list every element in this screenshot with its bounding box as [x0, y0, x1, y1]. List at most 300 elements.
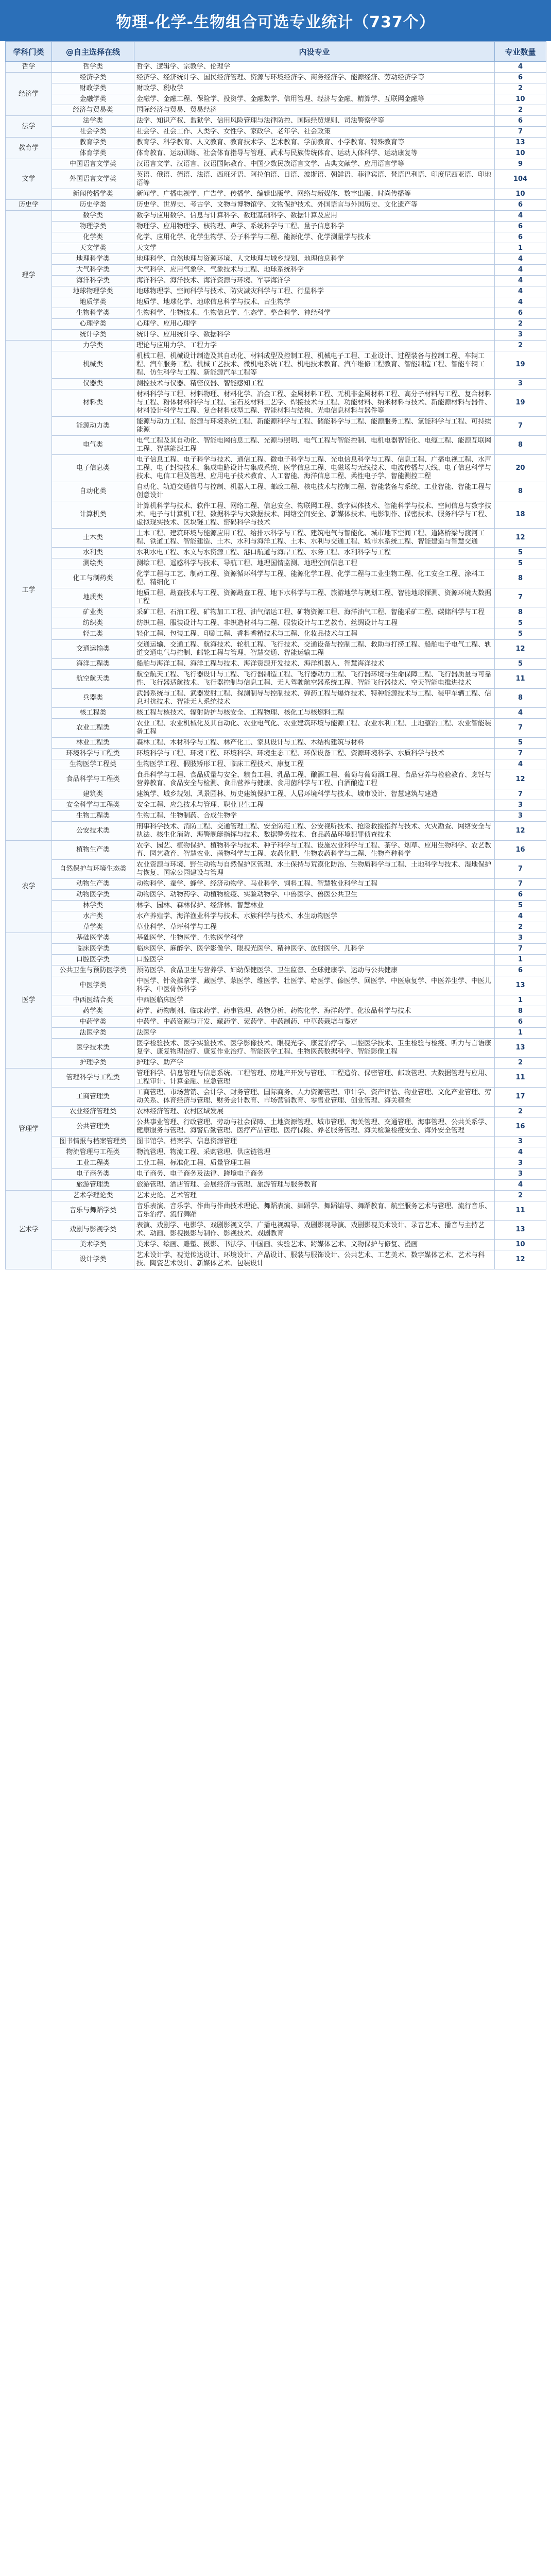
count-cell: 13 — [495, 138, 546, 148]
subcategory-cell: 统计学类 — [52, 330, 134, 341]
subcategory-cell: 美术学类 — [52, 1240, 134, 1250]
table-row — [6, 148, 546, 159]
count-cell: 4 — [495, 254, 546, 265]
majors-cell: 心理学、应用心理学 — [134, 319, 495, 330]
majors-cell: 生物工程、生物制药、合成生物学 — [134, 811, 495, 822]
table-row — [6, 1107, 546, 1117]
majors-cell: 金融学、金融工程、保险学、投资学、金融数学、信用管理、经济与金融、精算学、互联网金融等 — [134, 94, 495, 105]
subcategory-cell: 农业经济管理类 — [52, 1107, 134, 1117]
table-row — [6, 822, 546, 841]
subcategory-cell: 医学技术类 — [52, 1039, 134, 1058]
table-row — [6, 1017, 546, 1028]
subcategory-cell: 大气科学类 — [52, 265, 134, 276]
count-cell: 3 — [495, 379, 546, 389]
count-cell: 4 — [495, 1180, 546, 1191]
category-cell: 文学 — [6, 159, 52, 200]
table-row — [6, 351, 546, 379]
majors-cell: 艺术设计学、视觉传达设计、环境设计、产品设计、服装与服饰设计、公共艺术、工艺美术、数字媒体艺术、艺术与科技、陶瓷艺术设计、新媒体艺术、包装设计 — [134, 1250, 495, 1269]
subcategory-cell: 物流管理与工程类 — [52, 1147, 134, 1158]
table-row — [6, 105, 546, 116]
count-cell: 6 — [495, 73, 546, 83]
subcategory-cell: 电气类 — [52, 436, 134, 455]
majors-cell: 水产养殖学、海洋渔业科学与技术、水族科学与技术、水生动物医学 — [134, 911, 495, 922]
table-row — [6, 708, 546, 719]
count-cell: 7 — [495, 860, 546, 879]
majors-cell: 药学、药物制剂、临床药学、药事管理、药物分析、药物化学、海洋药学、化妆品科学与技术 — [134, 1006, 495, 1017]
count-cell: 8 — [495, 1006, 546, 1017]
subcategory-cell: 纺织类 — [52, 618, 134, 629]
table-row — [6, 738, 546, 749]
header-majors: 内设专业 — [134, 42, 495, 62]
table-row — [6, 759, 546, 770]
majors-cell: 安全工程、应急技术与管理、职业卫生工程 — [134, 800, 495, 811]
majors-cell: 教育学、科学教育、人文教育、教育技术学、艺术教育、学前教育、小学教育、特殊教育等 — [134, 138, 495, 148]
majors-cell: 地理科学、自然地理与资源环境、人文地理与城乡规划、地理信息科学 — [134, 254, 495, 265]
table-row — [6, 276, 546, 286]
majors-cell: 测控技术与仪器、精密仪器、智能感知工程 — [134, 379, 495, 389]
table-row — [6, 965, 546, 976]
subcategory-cell: 能源动力类 — [52, 417, 134, 436]
subcategory-cell: 生物工程类 — [52, 811, 134, 822]
count-cell: 5 — [495, 558, 546, 569]
count-cell: 7 — [495, 879, 546, 890]
subcategory-cell: 力学类 — [52, 341, 134, 351]
subcategory-cell: 哲学类 — [52, 62, 134, 73]
table-row — [6, 529, 546, 548]
count-cell: 12 — [495, 1250, 546, 1269]
count-cell: 19 — [495, 389, 546, 417]
subcategory-cell: 天文学类 — [52, 243, 134, 254]
table-row — [6, 558, 546, 569]
majors-cell: 能源与动力工程、能源与环境系统工程、新能源科学与工程、储能科学与工程、能源服务工程、氢能科学与工程、可持续能源 — [134, 417, 495, 436]
table-row — [6, 588, 546, 607]
majors-cell: 物理学、应用物理学、核物理、声学、系统科学与工程、量子信息科学 — [134, 222, 495, 232]
subcategory-cell: 动物生产类 — [52, 879, 134, 890]
table-row — [6, 789, 546, 800]
subcategory-cell: 矿业类 — [52, 607, 134, 618]
subcategory-cell: 公共卫生与预防医学类 — [52, 965, 134, 976]
count-cell: 5 — [495, 738, 546, 749]
count-cell: 17 — [495, 1088, 546, 1107]
table-row — [6, 1028, 546, 1039]
subcategory-cell: 动物医学类 — [52, 890, 134, 901]
majors-cell: 护理学、助产学 — [134, 1058, 495, 1069]
table-row — [6, 911, 546, 922]
table-row — [6, 1240, 546, 1250]
subcategory-cell: 教育学类 — [52, 138, 134, 148]
count-cell: 7 — [495, 719, 546, 738]
header-category: 学科门类 — [6, 42, 52, 62]
table-row — [6, 1039, 546, 1058]
subcategory-cell: 化学类 — [52, 232, 134, 243]
table-row — [6, 659, 546, 670]
majors-cell: 基础医学、生物医学、生物医学科学 — [134, 933, 495, 944]
count-cell: 7 — [495, 588, 546, 607]
category-cell: 哲学 — [6, 62, 52, 73]
count-cell: 6 — [495, 965, 546, 976]
majors-cell: 农学、园艺、植物保护、植物科学与技术、种子科学与工程、设施农业科学与工程、茶学、烟草、应用生物科学、农艺教育、园艺教育、智慧农业、菌物科学与工程、农药化肥、生物农药科学与工程、生物育种科学 — [134, 841, 495, 860]
majors-cell: 核工程与核技术、辐射防护与核安全、工程物理、核化工与核燃料工程 — [134, 708, 495, 719]
subcategory-cell: 草学类 — [52, 922, 134, 933]
subcategory-cell: 经济学类 — [52, 73, 134, 83]
majors-cell: 理论与应用力学、工程力学 — [134, 341, 495, 351]
count-cell: 13 — [495, 1221, 546, 1240]
count-cell: 3 — [495, 1158, 546, 1169]
majors-cell: 物流管理、物流工程、采购管理、供应链管理 — [134, 1147, 495, 1158]
majors-cell: 财政学、税收学 — [134, 83, 495, 94]
subcategory-cell: 音乐与舞蹈学类 — [52, 1201, 134, 1221]
count-cell: 6 — [495, 308, 546, 319]
count-cell: 12 — [495, 529, 546, 548]
subcategory-cell: 农业工程类 — [52, 719, 134, 738]
count-cell: 11 — [495, 1069, 546, 1088]
table-row — [6, 860, 546, 879]
majors-cell: 新闻学、广播电视学、广告学、传播学、编辑出版学、网络与新媒体、数字出版、时尚传播等 — [134, 189, 495, 200]
count-cell: 3 — [495, 1169, 546, 1180]
table-row — [6, 607, 546, 618]
table-row — [6, 879, 546, 890]
majors-cell: 机械工程、机械设计制造及其自动化、材料成型及控制工程、机械电子工程、工业设计、过程装备与控制工程、车辆工程、汽车服务工程、机械工艺技术、微机电系统工程、机电技术教育、汽车维修工程教育、智能制造工程、智能车辆工程、仿生科学与工程、新能源汽车工程等 — [134, 351, 495, 379]
count-cell: 6 — [495, 222, 546, 232]
count-cell: 2 — [495, 83, 546, 94]
count-cell: 8 — [495, 689, 546, 708]
count-cell: 5 — [495, 548, 546, 558]
subcategory-cell: 公共管理类 — [52, 1117, 134, 1137]
table-row — [6, 569, 546, 588]
count-cell: 13 — [495, 976, 546, 995]
count-cell: 1 — [495, 955, 546, 965]
majors-cell: 医学检验技术、医学实验技术、医学影像技术、眼视光学、康复治疗学、口腔医学技术、卫生检验与检疫、听力与言语康复学、康复物理治疗、康复作业治疗、智能医学工程、生物医药数据科学、智能影像工程 — [134, 1039, 495, 1058]
count-cell: 12 — [495, 822, 546, 841]
table-row — [6, 1069, 546, 1088]
count-cell: 6 — [495, 890, 546, 901]
subcategory-cell: 自动化类 — [52, 482, 134, 501]
subcategory-cell: 测绘类 — [52, 558, 134, 569]
majors-cell: 电子商务、电子商务及法律、跨境电子商务 — [134, 1169, 495, 1180]
majors-cell: 化学工程与工艺、制药工程、资源循环科学与工程、能源化学工程、化学工程与工业生物工程、化工安全工程、涂料工程、精细化工 — [134, 569, 495, 588]
subcategory-cell: 中医学类 — [52, 976, 134, 995]
majors-cell: 中药学、中药资源与开发、藏药学、蒙药学、中药制药、中草药栽培与鉴定 — [134, 1017, 495, 1028]
subcategory-cell: 水利类 — [52, 548, 134, 558]
table-row — [6, 811, 546, 822]
table-row — [6, 901, 546, 911]
table-row — [6, 243, 546, 254]
count-cell: 6 — [495, 116, 546, 127]
subcategory-cell: 中药学类 — [52, 1017, 134, 1028]
majors-cell: 船舶与海洋工程、海洋工程与技术、海洋资源开发技术、海洋机器人、智慧海洋技术 — [134, 659, 495, 670]
count-cell: 3 — [495, 811, 546, 822]
table-row — [6, 482, 546, 501]
subcategory-cell: 经济与贸易类 — [52, 105, 134, 116]
table-row — [6, 232, 546, 243]
count-cell: 4 — [495, 759, 546, 770]
page-title: 物理-化学-生物组合可选专业统计（737个） — [116, 13, 435, 31]
subcategory-cell: 交通运输类 — [52, 640, 134, 659]
subcategory-cell: 海洋工程类 — [52, 659, 134, 670]
majors-cell: 农业工程、农业机械化及其自动化、农业电气化、农业建筑环境与能源工程、农业水利工程、土地整治工程、农业智能装备工程 — [134, 719, 495, 738]
subcategory-cell: 心理学类 — [52, 319, 134, 330]
majors-cell: 社会学、社会工作、人类学、女性学、家政学、老年学、社会政策 — [134, 127, 495, 138]
subcategory-cell: 轻工类 — [52, 629, 134, 640]
subcategory-cell: 生物医学工程类 — [52, 759, 134, 770]
count-cell: 12 — [495, 770, 546, 789]
count-cell: 6 — [495, 232, 546, 243]
table-row — [6, 944, 546, 955]
subcategory-cell: 数学类 — [52, 211, 134, 222]
subcategory-cell: 中国语言文学类 — [52, 159, 134, 170]
table-row — [6, 62, 546, 73]
subcategory-cell: 航空航天类 — [52, 670, 134, 689]
majors-cell: 工业工程、标准化工程、质量管理工程 — [134, 1158, 495, 1169]
table-row — [6, 1169, 546, 1180]
majors-cell: 水利水电工程、水文与水资源工程、港口航道与海岸工程、水务工程、水利科学与工程 — [134, 548, 495, 558]
count-cell: 4 — [495, 265, 546, 276]
majors-cell: 地质学、地球化学、地球信息科学与技术、古生物学 — [134, 297, 495, 308]
table-row — [6, 749, 546, 759]
subcategory-cell: 物理学类 — [52, 222, 134, 232]
subcategory-cell: 历史学类 — [52, 200, 134, 211]
count-cell: 7 — [495, 127, 546, 138]
majors-cell: 大气科学、应用气象学、气象技术与工程、地球系统科学 — [134, 265, 495, 276]
majors-cell: 环境科学与工程、环境工程、环境科学、环境生态工程、环保设备工程、资源环境科学、水质科学与技术 — [134, 749, 495, 759]
subcategory-cell: 临床医学类 — [52, 944, 134, 955]
count-cell: 6 — [495, 1017, 546, 1028]
category-cell: 管理学 — [6, 1069, 52, 1191]
table-row — [6, 200, 546, 211]
count-cell: 1 — [495, 243, 546, 254]
table-row — [6, 955, 546, 965]
count-cell: 10 — [495, 148, 546, 159]
count-cell: 5 — [495, 618, 546, 629]
table-row — [6, 83, 546, 94]
subcategory-cell: 旅游管理类 — [52, 1180, 134, 1191]
page-title-banner — [0, 0, 551, 41]
subcategory-cell: 机械类 — [52, 351, 134, 379]
majors-cell: 法医学 — [134, 1028, 495, 1039]
subcategory-cell: 公安技术类 — [52, 822, 134, 841]
table-row — [6, 933, 546, 944]
table-row — [6, 308, 546, 319]
majors-cell: 临床医学、麻醉学、医学影像学、眼视光医学、精神医学、放射医学、儿科学 — [134, 944, 495, 955]
count-cell: 5 — [495, 629, 546, 640]
table-row — [6, 417, 546, 436]
subcategory-cell: 环境科学与工程类 — [52, 749, 134, 759]
count-cell: 19 — [495, 351, 546, 379]
majors-cell: 动物科学、蚕学、蜂学、经济动物学、马业科学、饲料工程、智慧牧业科学与工程 — [134, 879, 495, 890]
subcategory-cell: 生物科学类 — [52, 308, 134, 319]
majors-cell: 统计学、应用统计学、数据科学 — [134, 330, 495, 341]
category-cell: 经济学 — [6, 73, 52, 116]
majors-cell: 口腔医学 — [134, 955, 495, 965]
table-row — [6, 640, 546, 659]
subcategory-cell: 外国语言文学类 — [52, 170, 134, 189]
majors-cell: 林学、园林、森林保护、经济林、智慧林业 — [134, 901, 495, 911]
count-cell: 3 — [495, 800, 546, 811]
majors-cell: 体育教育、运动训练、社会体育指导与管理、武术与民族传统体育、运动人体科学、运动康复等 — [134, 148, 495, 159]
majors-cell: 历史学、世界史、考古学、文物与博物馆学、文物保护技术、外国语言与外国历史、文化遗产等 — [134, 200, 495, 211]
majors-cell: 表演、戏剧学、电影学、戏剧影视文学、广播电视编导、戏剧影视导演、戏剧影视美术设计、录音艺术、播音与主持艺术、动画、影视摄影与制作、影视技术、戏剧教育 — [134, 1221, 495, 1240]
subcategory-cell: 电子信息类 — [52, 455, 134, 482]
table-row — [6, 1088, 546, 1107]
table-row — [6, 1117, 546, 1137]
count-cell: 4 — [495, 62, 546, 73]
subcategory-cell: 食品科学与工程类 — [52, 770, 134, 789]
category-cell: 农学 — [6, 841, 52, 933]
count-cell: 4 — [495, 276, 546, 286]
majors-cell: 草业科学、草坪科学与工程 — [134, 922, 495, 933]
subcategory-cell: 林业工程类 — [52, 738, 134, 749]
count-cell: 3 — [495, 330, 546, 341]
majors-cell: 农业资源与环境、野生动物与自然保护区管理、水土保持与荒漠化防治、生物质科学与工程、土地科学与技术、湿地保护与恢复、国家公园建设与管理 — [134, 860, 495, 879]
subcategory-cell: 法医学类 — [52, 1028, 134, 1039]
table-row — [6, 689, 546, 708]
majors-cell: 法学、知识产权、监狱学、信用风险管理与法律防控、国际经贸规则、司法警察学等 — [134, 116, 495, 127]
table-row — [6, 976, 546, 995]
count-cell: 5 — [495, 901, 546, 911]
table-header-row — [6, 42, 546, 62]
subcategory-cell: 地理科学类 — [52, 254, 134, 265]
count-cell: 8 — [495, 569, 546, 588]
table-row — [6, 501, 546, 529]
majors-cell: 农林经济管理、农村区域发展 — [134, 1107, 495, 1117]
count-cell: 4 — [495, 211, 546, 222]
count-cell: 7 — [495, 749, 546, 759]
subcategory-cell: 安全科学与工程类 — [52, 800, 134, 811]
count-cell: 12 — [495, 640, 546, 659]
count-cell: 11 — [495, 1201, 546, 1221]
majors-cell: 英语、俄语、德语、法语、西班牙语、阿拉伯语、日语、波斯语、朝鲜语、菲律宾语、梵语巴利语、印度尼西亚语、印地语等 — [134, 170, 495, 189]
category-cell: 艺术学 — [6, 1191, 52, 1269]
majors-cell: 地质工程、勘查技术与工程、资源勘查工程、地下水科学与工程、旅游地学与规划工程、智能地球探测、资源环境大数据工程 — [134, 588, 495, 607]
subcategory-cell: 地质类 — [52, 588, 134, 607]
table-row — [6, 138, 546, 148]
subcategory-cell: 核工程类 — [52, 708, 134, 719]
majors-cell: 交通运输、交通工程、航海技术、轮机工程、飞行技术、交通设备与控制工程、救助与打捞工程、船舶电子电气工程、轨道交通电气与控制、邮轮工程与管理、智慧交通、智能运输工程 — [134, 640, 495, 659]
category-cell: 法学 — [6, 116, 52, 138]
majors-cell: 经济学、经济统计学、国民经济管理、资源与环境经济学、商务经济学、能源经济、劳动经济学等 — [134, 73, 495, 83]
subcategory-cell: 社会学类 — [52, 127, 134, 138]
table-row — [6, 618, 546, 629]
subcategory-cell: 管理科学与工程类 — [52, 1069, 134, 1088]
table-row — [6, 1191, 546, 1201]
category-cell: 医学 — [6, 933, 52, 1069]
header-subcategory: @自主选择在线 — [52, 42, 134, 62]
subcategory-cell: 体育学类 — [52, 148, 134, 159]
count-cell: 18 — [495, 501, 546, 529]
subcategory-cell: 艺术学理论类 — [52, 1191, 134, 1201]
table-row — [6, 1147, 546, 1158]
majors-cell: 哲学、逻辑学、宗教学、伦理学 — [134, 62, 495, 73]
table-row — [6, 170, 546, 189]
subcategory-cell: 自然保护与环境生态类 — [52, 860, 134, 879]
subcategory-cell: 地球物理学类 — [52, 286, 134, 297]
major-table — [5, 41, 546, 1269]
majors-cell: 计算机科学与技术、软件工程、网络工程、信息安全、物联网工程、数字媒体技术、智能科学与技术、空间信息与数字技术、电子与计算机工程、数据科学与大数据技术、网络空间安全、新媒体技术、电影制作、保密技术、服务科学与工程、虚拟现实技术、区块链工程、密码科学与技术 — [134, 501, 495, 529]
count-cell: 16 — [495, 1117, 546, 1137]
majors-cell: 公共事业管理、行政管理、劳动与社会保障、土地资源管理、城市管理、海关管理、交通管理、海事管理、公共关系学、健康服务与管理、海警后勤管理、医疗产品管理、医疗保险、养老服务管理、海关检验检疫安全、海外安全管理 — [134, 1117, 495, 1137]
table-row — [6, 254, 546, 265]
majors-cell: 自动化、轨道交通信号与控制、机器人工程、邮政工程、核电技术与控制工程、智能装备与系统、工业智能、智能工程与创意设计 — [134, 482, 495, 501]
subcategory-cell: 电子商务类 — [52, 1169, 134, 1180]
count-cell: 6 — [495, 200, 546, 211]
table-row — [6, 841, 546, 860]
table-row — [6, 189, 546, 200]
table-row — [6, 719, 546, 738]
category-cell: 理学 — [6, 211, 52, 341]
count-cell: 10 — [495, 94, 546, 105]
count-cell: 3 — [495, 933, 546, 944]
majors-cell: 管理科学、信息管理与信息系统、工程管理、房地产开发与管理、工程造价、保密管理、邮政管理、大数据管理与应用、工程审计、计算金融、应急管理 — [134, 1069, 495, 1088]
subcategory-cell: 材料类 — [52, 389, 134, 417]
table-row — [6, 1058, 546, 1069]
count-cell: 2 — [495, 319, 546, 330]
subcategory-cell: 工商管理类 — [52, 1088, 134, 1107]
subcategory-cell: 水产类 — [52, 911, 134, 922]
table-row — [6, 116, 546, 127]
count-cell: 2 — [495, 1058, 546, 1069]
table-row — [6, 341, 546, 351]
majors-cell: 中西医临床医学 — [134, 995, 495, 1006]
count-cell: 4 — [495, 911, 546, 922]
header-count: 专业数量 — [495, 42, 546, 62]
table-body — [6, 62, 546, 1269]
subcategory-cell: 地质学类 — [52, 297, 134, 308]
count-cell: 10 — [495, 189, 546, 200]
majors-cell: 数学与应用数学、信息与计算科学、数理基础科学、数据计算及应用 — [134, 211, 495, 222]
subcategory-cell: 计算机类 — [52, 501, 134, 529]
table-row — [6, 265, 546, 276]
subcategory-cell: 中西医结合类 — [52, 995, 134, 1006]
subcategory-cell: 土木类 — [52, 529, 134, 548]
count-cell: 2 — [495, 1107, 546, 1117]
count-cell: 8 — [495, 436, 546, 455]
category-cell: 工学 — [6, 341, 52, 841]
count-cell: 8 — [495, 482, 546, 501]
category-cell: 教育学 — [6, 138, 52, 159]
count-cell: 4 — [495, 286, 546, 297]
table-row — [6, 670, 546, 689]
subcategory-cell: 药学类 — [52, 1006, 134, 1017]
table-row — [6, 800, 546, 811]
table-row — [6, 159, 546, 170]
table-row — [6, 1006, 546, 1017]
majors-cell: 生物医学工程、假肢矫形工程、临床工程技术、康复工程 — [134, 759, 495, 770]
majors-cell: 国际经济与贸易、贸易经济 — [134, 105, 495, 116]
subcategory-cell: 口腔医学类 — [52, 955, 134, 965]
table-row — [6, 1250, 546, 1269]
majors-cell: 航空航天工程、飞行器设计与工程、飞行器制造工程、飞行器动力工程、飞行器环境与生命保障工程、飞行器质量与可靠性、飞行器适航技术、飞行器控制与信息工程、无人驾驶航空器系统工程、智能飞行器技术、空天智能电推进技术 — [134, 670, 495, 689]
count-cell: 16 — [495, 841, 546, 860]
count-cell: 2 — [495, 1191, 546, 1201]
subcategory-cell: 植物生产类 — [52, 841, 134, 860]
count-cell: 104 — [495, 170, 546, 189]
table-row — [6, 73, 546, 83]
majors-cell: 中医学、针灸推拿学、藏医学、蒙医学、维医学、壮医学、哈医学、傣医学、回医学、中医康复学、中医养生学、中医儿科学、中医骨伤科学 — [134, 976, 495, 995]
table-row — [6, 548, 546, 558]
table-row — [6, 922, 546, 933]
majors-cell: 化学、应用化学、化学生物学、分子科学与工程、能源化学、化学测量学与技术 — [134, 232, 495, 243]
table-row — [6, 330, 546, 341]
subcategory-cell: 护理学类 — [52, 1058, 134, 1069]
table-row — [6, 890, 546, 901]
count-cell: 10 — [495, 1240, 546, 1250]
majors-cell: 海洋科学、海洋技术、海洋资源与环境、军事海洋学 — [134, 276, 495, 286]
table-row — [6, 629, 546, 640]
count-cell: 1 — [495, 1028, 546, 1039]
subcategory-cell: 工业工程类 — [52, 1158, 134, 1169]
subcategory-cell: 财政学类 — [52, 83, 134, 94]
count-cell: 7 — [495, 944, 546, 955]
